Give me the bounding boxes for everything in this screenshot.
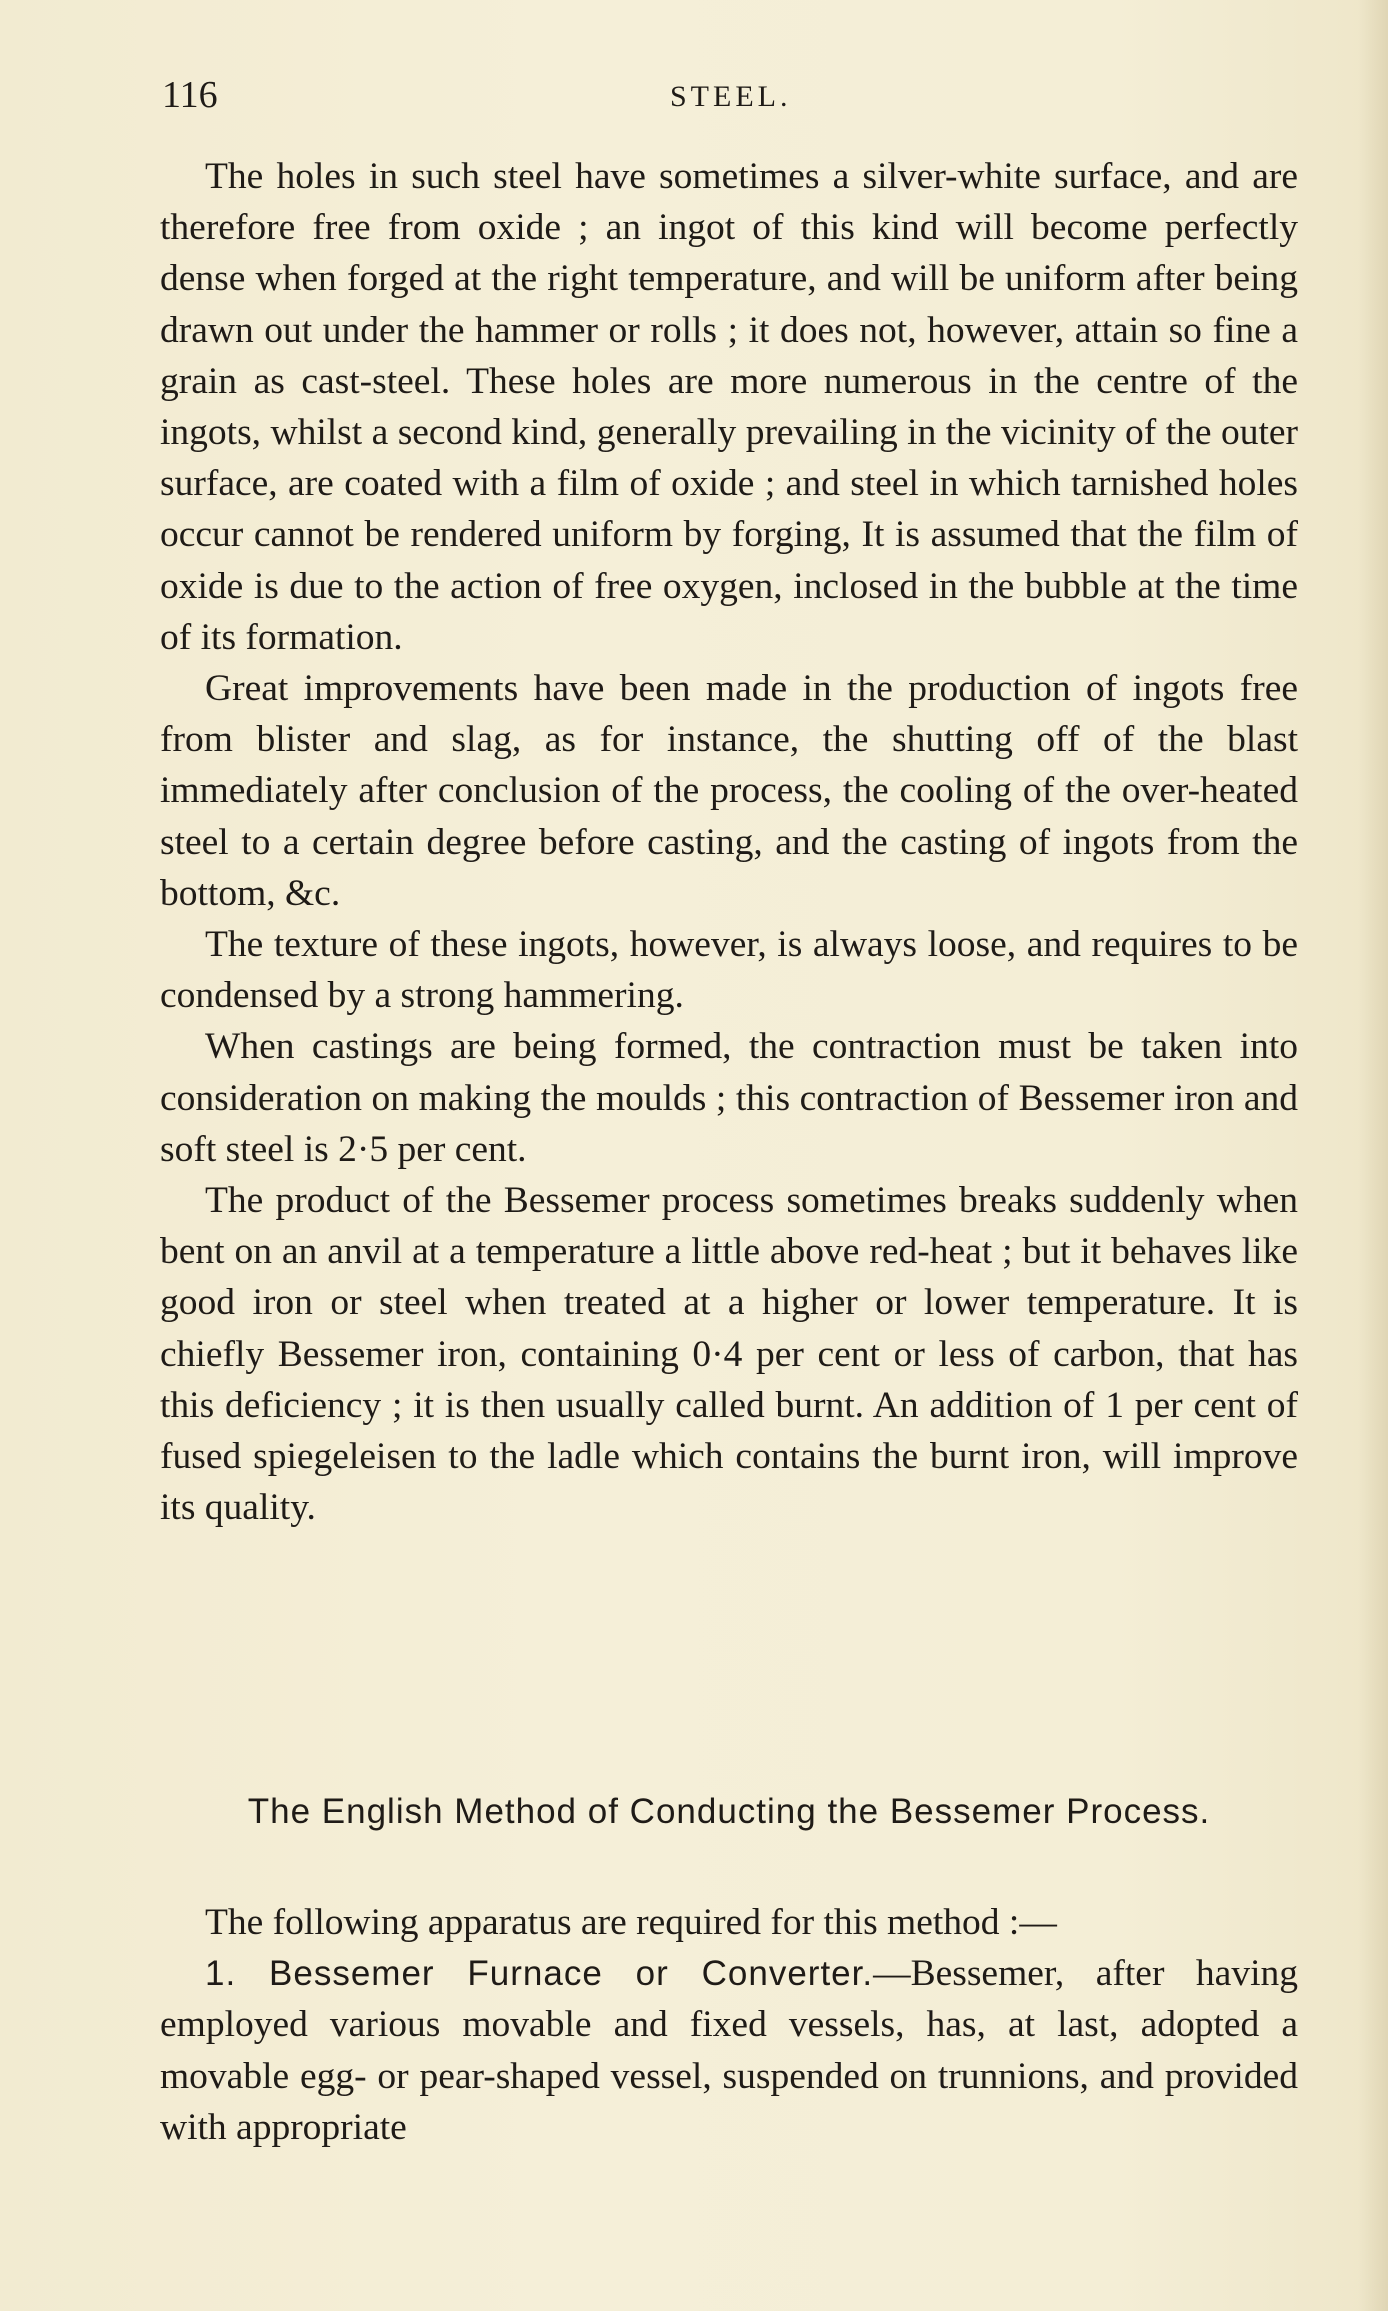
apparatus-item-text: —Bessemer, after having employed various movable and fixed vessels, has, at last, adopted a movable egg- or pear-shaped vessel, suspended on trunnions, and provided with appropriate	[160, 1953, 1298, 2148]
paragraph-improvements: Great improvements have been made in the production of ingots free from blister and slag, as for instance, the shutting off of the blast immediately after conclusion of the process, the cooling of the over-heated steel to a certain degree before casting, and the casting of ingots from the bottom, &c.	[160, 668, 1298, 914]
running-title: STEEL.	[670, 80, 792, 113]
section-heading: The English Method of Conducting the Bessemer Process.	[247, 1792, 1211, 1831]
paragraph-texture: The texture of these ingots, however, is always loose, and requires to be condensed by a strong hammering.	[160, 924, 1298, 1017]
body-text	[160, 151, 1298, 1533]
paragraph-contraction: When castings are being formed, the contraction must be taken into consideration on making the moulds ; this contraction of Bessemer iron and soft steel is 2·5 per cent.	[160, 1026, 1298, 1170]
running-head	[162, 72, 1300, 118]
paragraph-holes: The holes in such steel have sometimes a silver-white surface, and are therefore free from oxide ; an ingot of this kind will become perfectly dense when forged at the right temperature, and will be uniform after being drawn out under the hammer or rolls ; it does not, however, attain so fine a grain as cast-steel. These holes are more numerous in the centre of the ingots, whilst a second kind, generally prevailing in the vicinity of the outer surface, are coated with a film of oxide ; and steel in which tarnished holes occur cannot be rendered uniform by forging, It is assumed that the film of oxide is due to the action of free oxygen, inclosed in the bubble at the time of its formation.	[160, 156, 1298, 658]
page-number: 116	[162, 74, 218, 116]
apparatus-item	[160, 1948, 1298, 2153]
section-intro: The following apparatus are required for this method :—	[205, 1902, 1057, 1943]
paragraph-burnt-iron: The product of the Bessemer process sometimes breaks suddenly when bent on an anvil at a temperature a little above red-heat ; but it behaves like good iron or steel when treated at a higher or lower temperature. It is chiefly Bessemer iron, containing 0·4 per cent or less of carbon, that has this deficiency ; it is then usually called burnt. An addition of 1 per cent of fused spiegeleisen to the ladle which contains the burnt iron, will improve its quality.	[160, 1180, 1298, 1529]
apparatus-item-label: 1. Bessemer Furnace or Converter.	[205, 1954, 874, 1994]
section-body	[160, 1897, 1298, 2153]
page-edge-shadow	[1358, 0, 1388, 2311]
